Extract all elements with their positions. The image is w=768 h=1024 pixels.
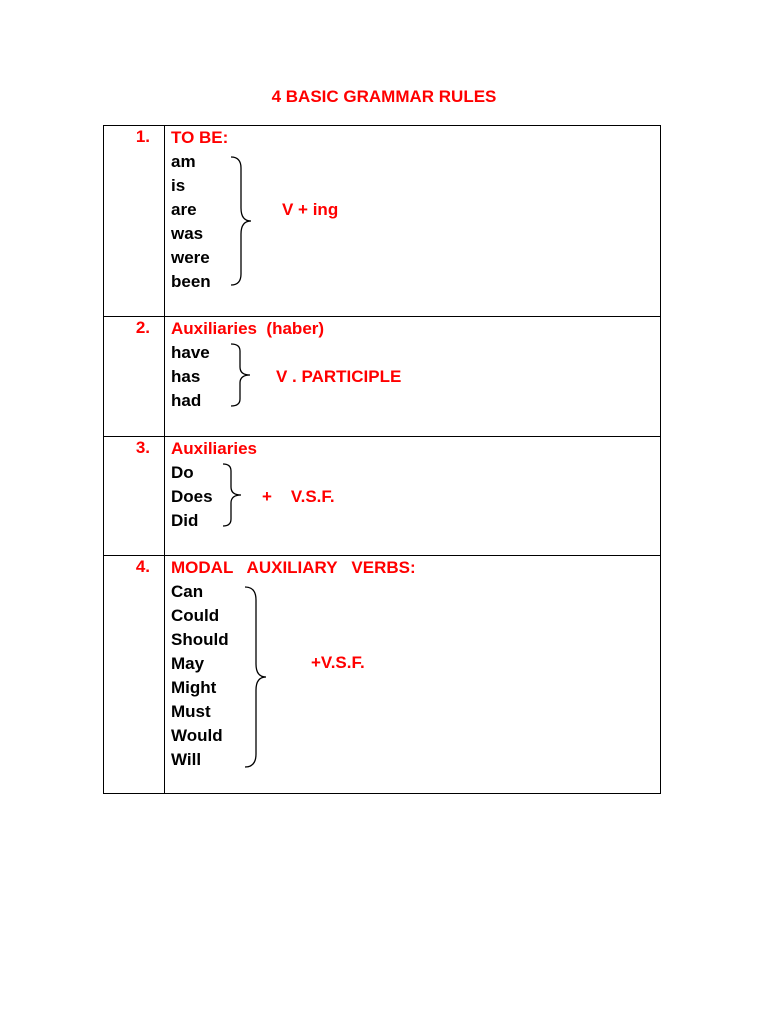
rule-row: [104, 317, 661, 437]
verb-word: been: [171, 272, 211, 291]
verb-word: is: [171, 176, 186, 195]
verb-word: Will: [171, 750, 202, 769]
verb-word: am: [171, 152, 196, 171]
verb-word: was: [171, 224, 204, 243]
rule-result: V + ing: [282, 200, 339, 219]
right-brace-icon: [243, 586, 267, 768]
verb-word: Does: [171, 487, 213, 506]
rule-number: 3.: [104, 437, 165, 556]
verb-word: Can: [171, 582, 204, 601]
rule-content: [165, 437, 661, 556]
verb-word: have: [171, 343, 210, 362]
right-brace-icon: [221, 463, 243, 527]
rule-number: 4.: [104, 556, 165, 794]
rule-heading: Auxiliaries (haber): [171, 319, 325, 338]
right-brace-icon: [229, 343, 253, 407]
verb-word: Did: [171, 511, 199, 530]
verb-word: Do: [171, 463, 194, 482]
rule-row: [104, 437, 661, 556]
verb-word: has: [171, 367, 201, 386]
verb-word: were: [171, 248, 210, 267]
rule-content: [165, 317, 661, 437]
verb-word: Could: [171, 606, 220, 625]
rule-heading: Auxiliaries: [171, 439, 257, 458]
rule-result: V . PARTICIPLE: [276, 367, 402, 386]
page-title: 4 BASIC GRAMMAR RULES: [271, 87, 497, 106]
rule-result: + V.S.F.: [262, 487, 335, 506]
verb-word: May: [171, 654, 205, 673]
rule-content: [165, 556, 661, 794]
verb-word: Might: [171, 678, 217, 697]
rule-number: 1.: [104, 126, 165, 317]
rule-number: 2.: [104, 317, 165, 437]
right-brace-icon: [229, 156, 253, 286]
verb-word: Should: [171, 630, 229, 649]
rule-row: [104, 556, 661, 794]
verb-word: are: [171, 200, 197, 219]
verb-word: had: [171, 391, 202, 410]
rule-content: [165, 126, 661, 317]
rule-row: [104, 126, 661, 317]
verb-word: Would: [171, 726, 223, 745]
grammar-rules-table: [103, 125, 661, 794]
rule-heading: MODAL AUXILIARY VERBS:: [171, 558, 416, 577]
rule-heading: TO BE:: [171, 128, 229, 147]
rule-result: +V.S.F.: [311, 653, 365, 672]
verb-word: Must: [171, 702, 211, 721]
